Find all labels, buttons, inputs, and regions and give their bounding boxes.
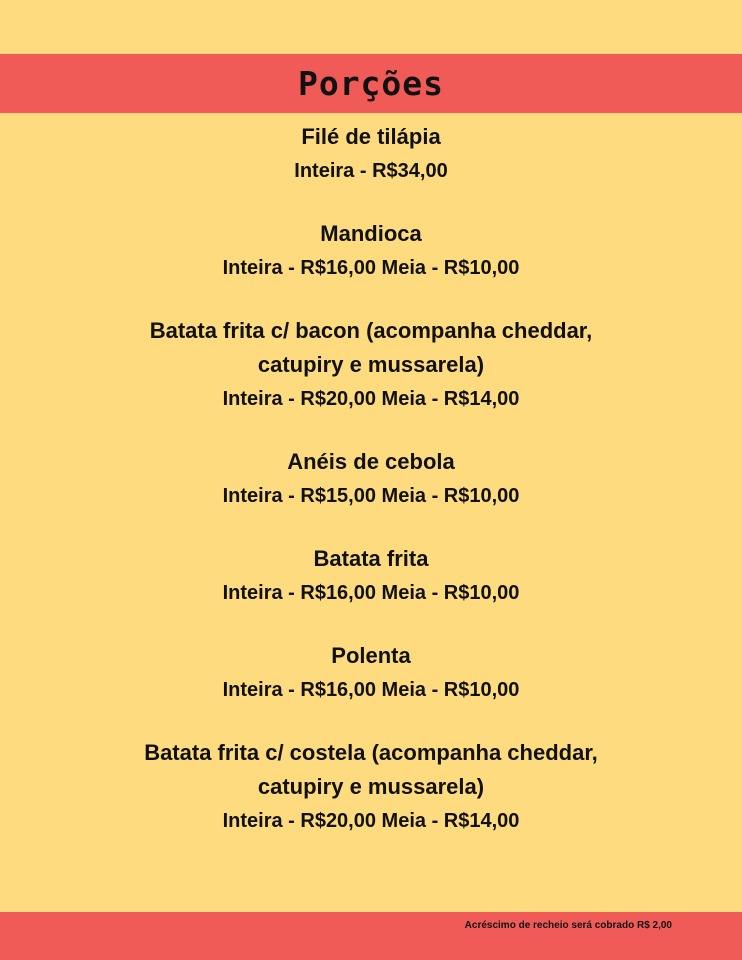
menu-item xyxy=(0,314,742,416)
menu-list xyxy=(0,120,742,867)
footer-note: Acréscimo de recheio será cobrado R$ 2,00 xyxy=(464,920,672,931)
menu-item-price: Inteira - R$20,00 Meia - R$14,00 xyxy=(222,388,520,410)
menu-item xyxy=(0,120,742,188)
title-banner xyxy=(0,54,742,113)
menu-item xyxy=(0,736,742,838)
menu-item-price: Inteira - R$34,00 xyxy=(294,160,448,182)
menu-item-price: Inteira - R$16,00 Meia - R$10,00 xyxy=(222,679,520,701)
menu-item xyxy=(0,445,742,513)
menu-item-name: Mandioca xyxy=(320,221,422,246)
menu-item-name: Batata frita xyxy=(313,546,429,571)
menu-item xyxy=(0,639,742,707)
footer-banner xyxy=(0,912,742,960)
menu-item-name: Batata frita c/ bacon (acompanha cheddar, catupiry e mussarela) xyxy=(149,318,593,377)
menu-item-name: Polenta xyxy=(331,643,411,668)
menu-item-price: Inteira - R$15,00 Meia - R$10,00 xyxy=(222,485,520,507)
menu-item-price: Inteira - R$20,00 Meia - R$14,00 xyxy=(222,810,520,832)
menu-item-price: Inteira - R$16,00 Meia - R$10,00 xyxy=(222,582,520,604)
page-title: Porções xyxy=(297,64,445,103)
menu-item xyxy=(0,217,742,285)
menu-item-name: Batata frita c/ costela (acompanha cheddar, catupiry e mussarela) xyxy=(144,740,598,799)
menu-item-price: Inteira - R$16,00 Meia - R$10,00 xyxy=(222,257,520,279)
menu-item-name: Filé de tilápia xyxy=(301,124,441,149)
menu-item xyxy=(0,542,742,610)
menu-item-name: Anéis de cebola xyxy=(287,449,455,474)
